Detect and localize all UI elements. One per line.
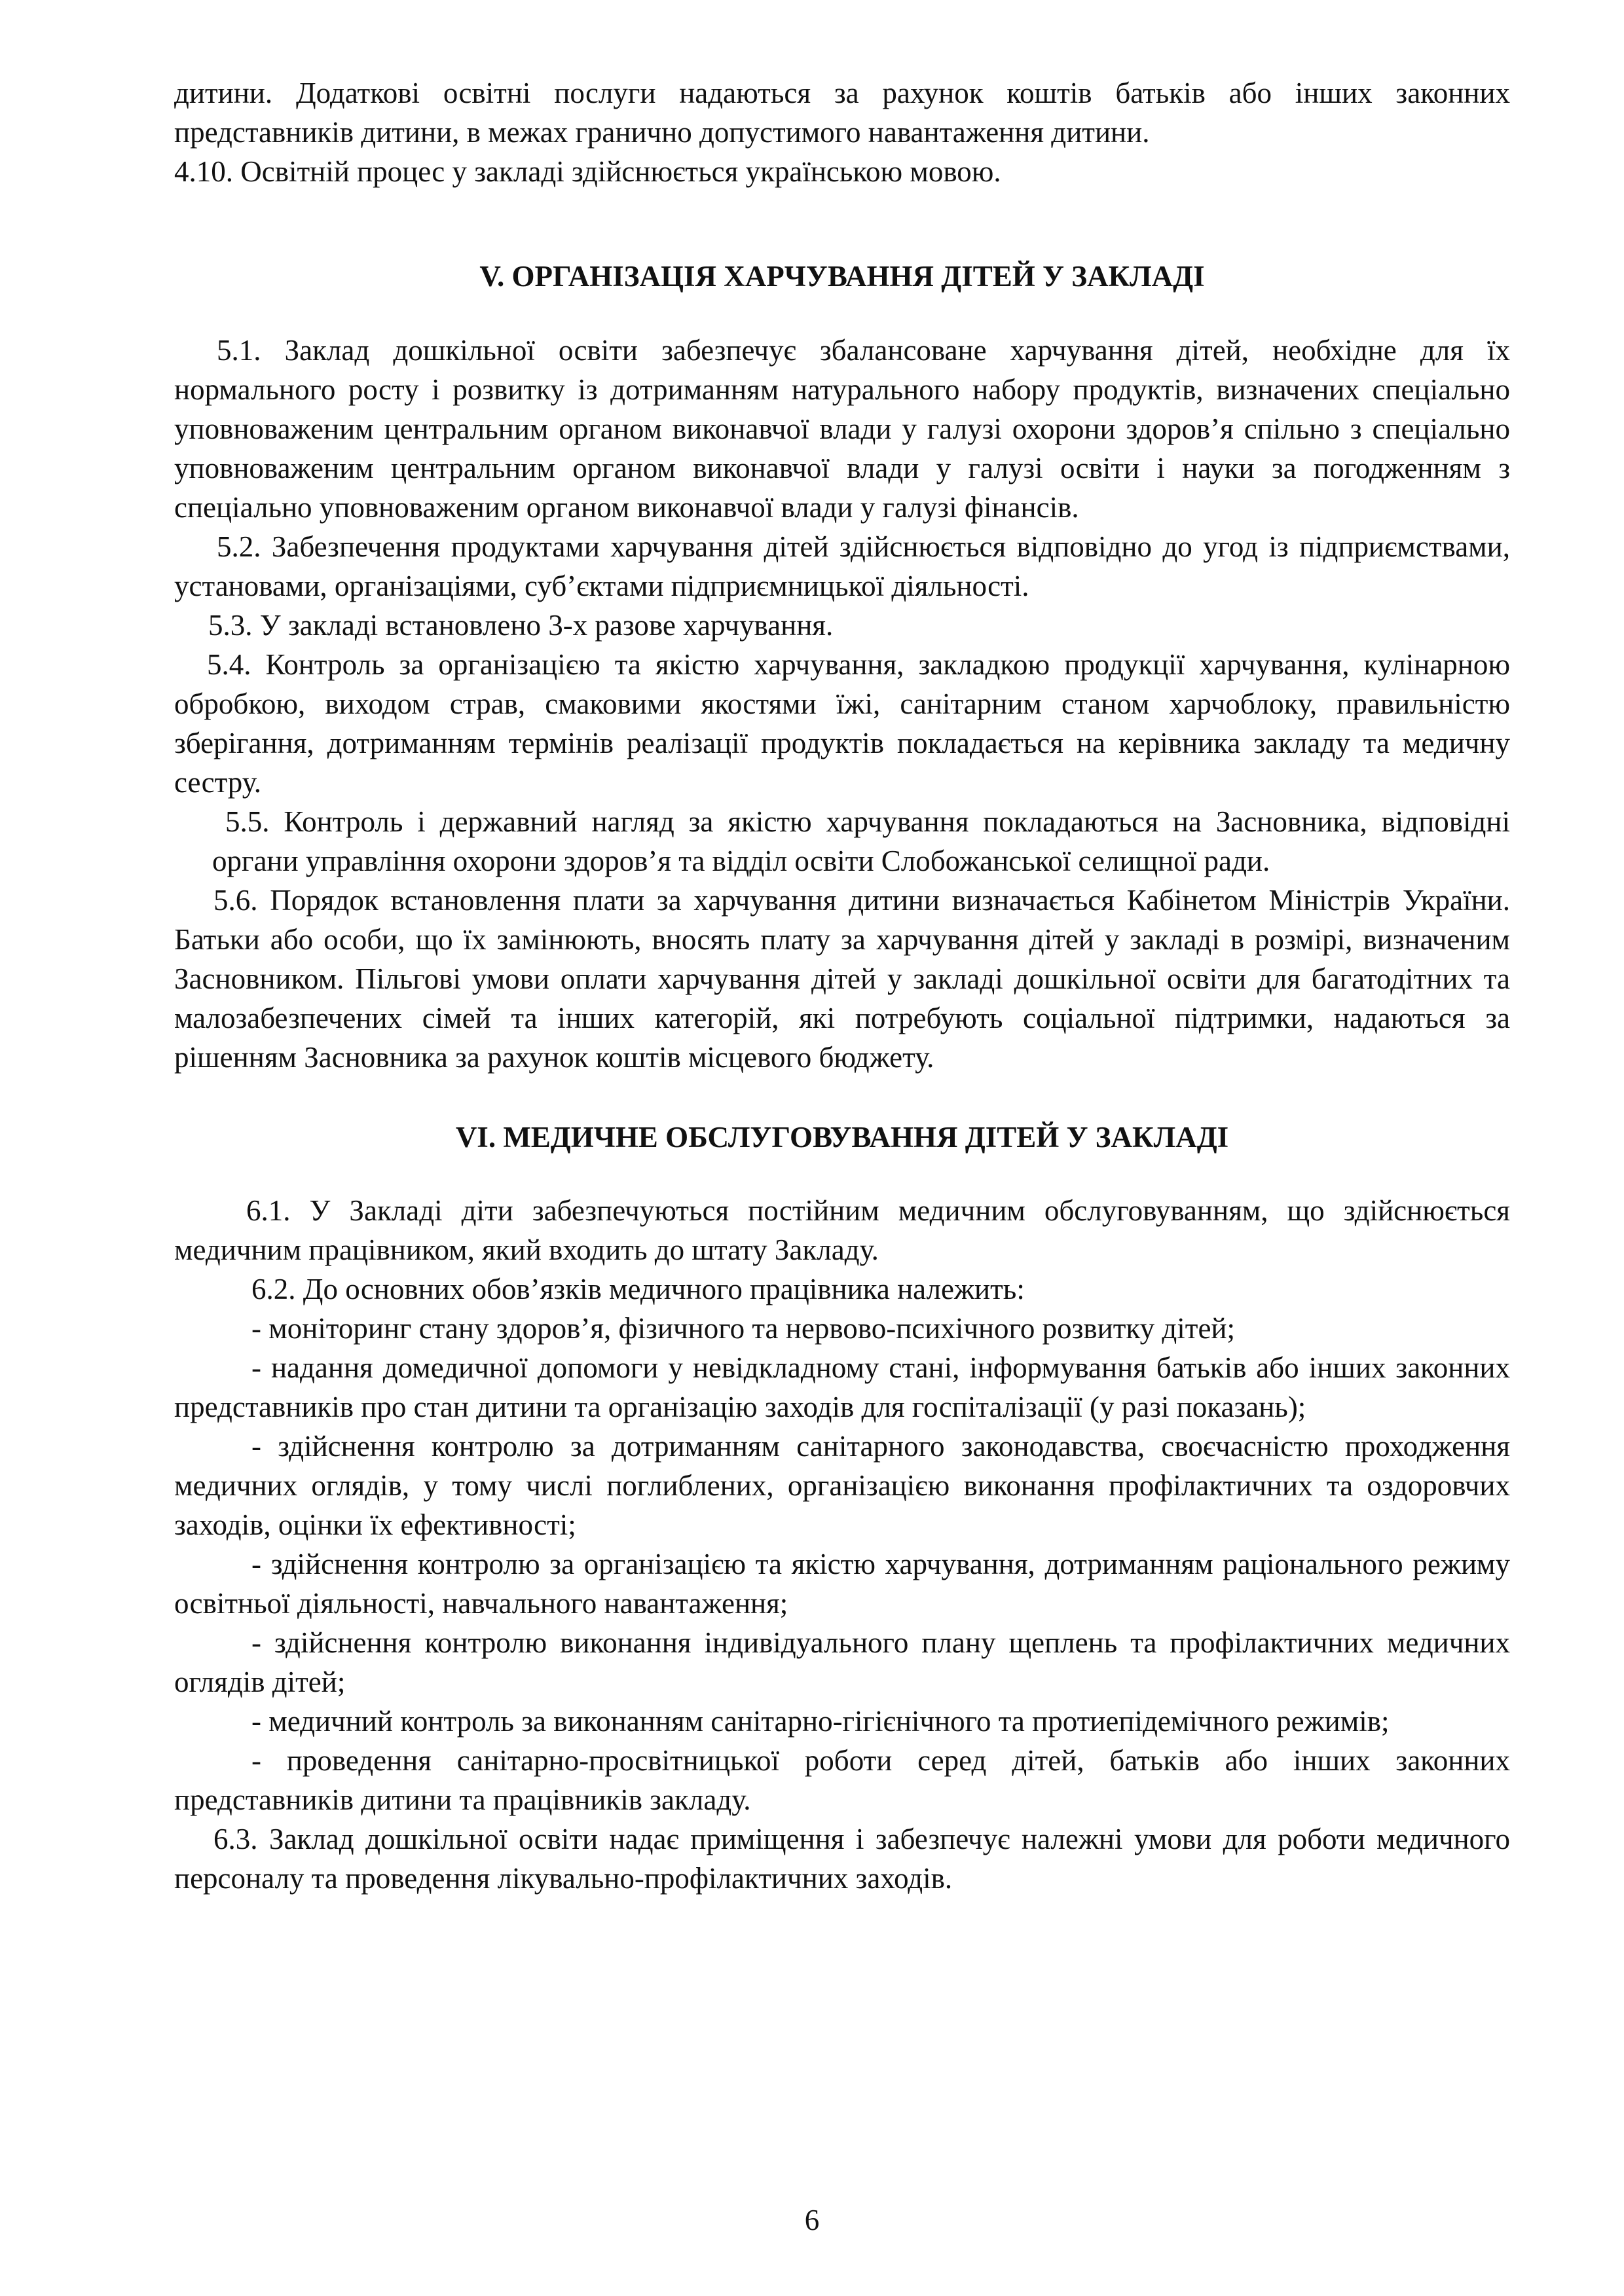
- duty-list-item: - здійснення контролю за організацією та якістю харчування, дотриманням раціонального режиму освітньої діяльності, навчального навантаження;: [174, 1548, 1510, 1620]
- clause-6-3: 6.3. Заклад дошкільної освіти надає приміщення і забезпечує належні умови для роботи медичного персоналу та проведення лікувально-профілактичних заходів.: [174, 1823, 1510, 1895]
- clause-6-1: 6.1. У Закладі діти забезпечуються постійним медичним обслуговуванням, що здійснюється медичним працівником, який входить до штату Закладу.: [174, 1194, 1510, 1266]
- clause-5-5: 5.5. Контроль і державний нагляд за якістю харчування покладаються на Засновника, відповідні органи управління охорони здоров’я та відділ освіти Слобожанської селищної ради.: [212, 805, 1510, 877]
- duty-list-item: - здійснення контролю за дотриманням санітарного законодавства, своєчасністю проходження медичних оглядів, у тому числі поглиблених, організацією виконання профілактичних та оздоровчих заходів, оцінки їх ефективності;: [174, 1430, 1510, 1541]
- clause-5-6: 5.6. Порядок встановлення плати за харчування дитини визначається Кабінетом Міністрів України. Батьки або особи, що їх замінюють, вносять плату за харчування дітей у закладі в розмірі, визначеним Засновником. Пільгові умови оплати харчування дітей у закладі дошкільної освіти для багатодітних та малозабезпечених сімей та інших категорій, які потребують соціальної підтримки, надаються за рішенням Засновника за рахунок коштів місцевого бюджету.: [174, 884, 1510, 1074]
- document-body: [174, 73, 1510, 1898]
- clause-5-4: 5.4. Контроль за організацією та якістю харчування, закладкою продукції харчування, кулінарною обробкою, виходом страв, смаковими якостями їжі, санітарним станом харчоблоку, правильністю зберігання, дотриманням термінів реалізації продуктів покладається на керівника закладу та медичну сестру.: [174, 648, 1510, 799]
- section-6-heading: VI. МЕДИЧНЕ ОБСЛУГОВУВАННЯ ДІТЕЙ У ЗАКЛАДІ: [455, 1121, 1229, 1154]
- clause-6-2: 6.2. До основних обов’язків медичного працівника належить:: [251, 1273, 1025, 1305]
- duty-list-item: - моніторинг стану здоров’я, фізичного та нервово-психічного розвитку дітей;: [251, 1312, 1236, 1345]
- duty-list-item: - медичний контроль за виконанням санітарно-гігієнічного та протиепідемічного режимів;: [251, 1705, 1390, 1738]
- intro-paragraph: дитини. Додаткові освітні послуги надаються за рахунок коштів батьків або інших законних представників дитини, в межах гранично допустимого навантаження дитини.: [174, 77, 1510, 149]
- duty-list-item: - надання домедичної допомоги у невідкладному стані, інформування батьків або інших законних представників про стан дитини та організацію заходів для госпіталізації (у разі показань);: [174, 1351, 1510, 1423]
- page-number: 6: [804, 2204, 820, 2236]
- duty-list-item: - проведення санітарно-просвітницької роботи серед дітей, батьків або інших законних представників дитини та працівників закладу.: [174, 1744, 1510, 1816]
- clause-5-1: 5.1. Заклад дошкільної освіти забезпечує збалансоване харчування дітей, необхідне для їх нормального росту і розвитку із дотриманням натурального набору продуктів, визначених спеціально уповноваженим центральним органом виконавчої влади у галузі охорони здоров’я спільно з спеціально уповноваженим центральним органом виконавчої влади у галузі освіти і науки за погодженням з спеціально уповноваженим органом виконавчої влади у галузі фінансів.: [174, 334, 1510, 524]
- clause-5-2: 5.2. Забезпечення продуктами харчування дітей здійснюється відповідно до угод із підприємствами, установами, організаціями, суб’єктами підприємницької діяльності.: [174, 530, 1510, 602]
- clause-4-10: 4.10. Освітній процес у закладі здійснюється українською мовою.: [174, 155, 1001, 188]
- clause-5-3: 5.3. У закладі встановлено 3-х разове харчування.: [208, 609, 834, 642]
- section-5-heading: V. ОРГАНІЗАЦІЯ ХАРЧУВАННЯ ДІТЕЙ У ЗАКЛАДІ: [479, 260, 1205, 293]
- duty-list-item: - здійснення контролю виконання індивідуального плану щеплень та профілактичних медичних оглядів дітей;: [174, 1626, 1510, 1698]
